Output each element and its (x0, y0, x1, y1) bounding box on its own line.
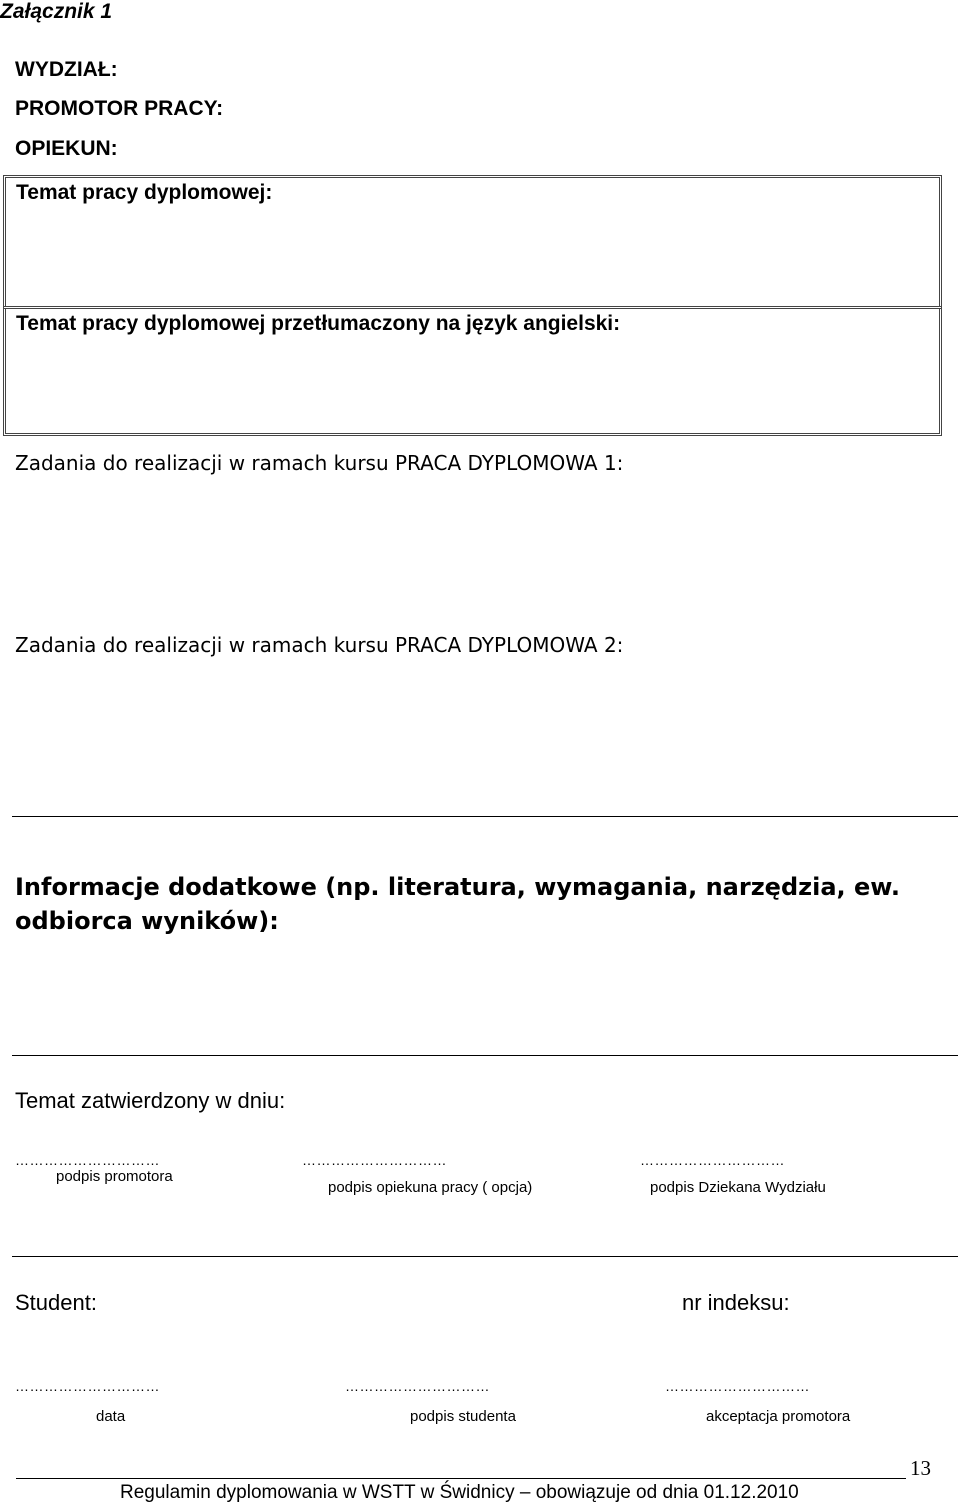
promoter-acceptance-caption: akceptacja promotora (706, 1408, 851, 1425)
divider (12, 816, 958, 817)
thesis-topic-box[interactable] (3, 175, 942, 309)
signature-caption-dean: podpis Dziekana Wydziału (650, 1179, 826, 1196)
promoter-label: PROMOTOR PRACY: (15, 97, 224, 120)
guardian-label: OPIEKUN: (15, 137, 118, 160)
student-signature-line: ………………………… (345, 1378, 490, 1394)
attachment-label: Załącznik 1 (0, 0, 113, 23)
approval-label: Temat zatwierdzony w dniu: (15, 1088, 286, 1113)
signature-line-promoter: ………………………… (15, 1152, 160, 1168)
student-label: Student: (15, 1290, 97, 1315)
divider (12, 1256, 958, 1257)
footer-rule (16, 1478, 906, 1479)
promoter-acceptance-line: ………………………… (665, 1378, 810, 1394)
index-number-label: nr indeksu: (682, 1290, 790, 1315)
signature-caption-promoter: podpis promotora (56, 1168, 173, 1185)
page-number: 13 (910, 1456, 931, 1480)
thesis-topic-label: Temat pracy dyplomowej: (16, 181, 273, 204)
tasks-2-label: Zadania do realizacji w ramach kursu PRACA DYPLOMOWA 2: (15, 633, 624, 657)
thesis-topic-en-label: Temat pracy dyplomowej przetłumaczony na język angielski: (16, 312, 621, 335)
date-caption: data (96, 1408, 126, 1425)
date-line: ………………………… (15, 1378, 160, 1394)
divider (12, 1055, 958, 1056)
signature-caption-guardian: podpis opiekuna pracy ( opcja) (328, 1179, 533, 1196)
footer-text: Regulamin dyplomowania w WSTT w Świdnicy – obowiązuje od dnia 01.12.2010 (120, 1482, 799, 1503)
thesis-topic-en-box[interactable] (3, 306, 942, 436)
signature-line-dean: ………………………… (640, 1152, 785, 1168)
additional-info-label: Informacje dodatkowe (np. literatura, wymagania, narzędzia, ew. odbiorca wyników): (15, 873, 901, 935)
signature-line-guardian: ………………………… (302, 1152, 447, 1168)
student-signature-caption: podpis studenta (410, 1408, 516, 1425)
tasks-1-label: Zadania do realizacji w ramach kursu PRACA DYPLOMOWA 1: (15, 451, 624, 475)
faculty-label: WYDZIAŁ: (15, 58, 118, 81)
